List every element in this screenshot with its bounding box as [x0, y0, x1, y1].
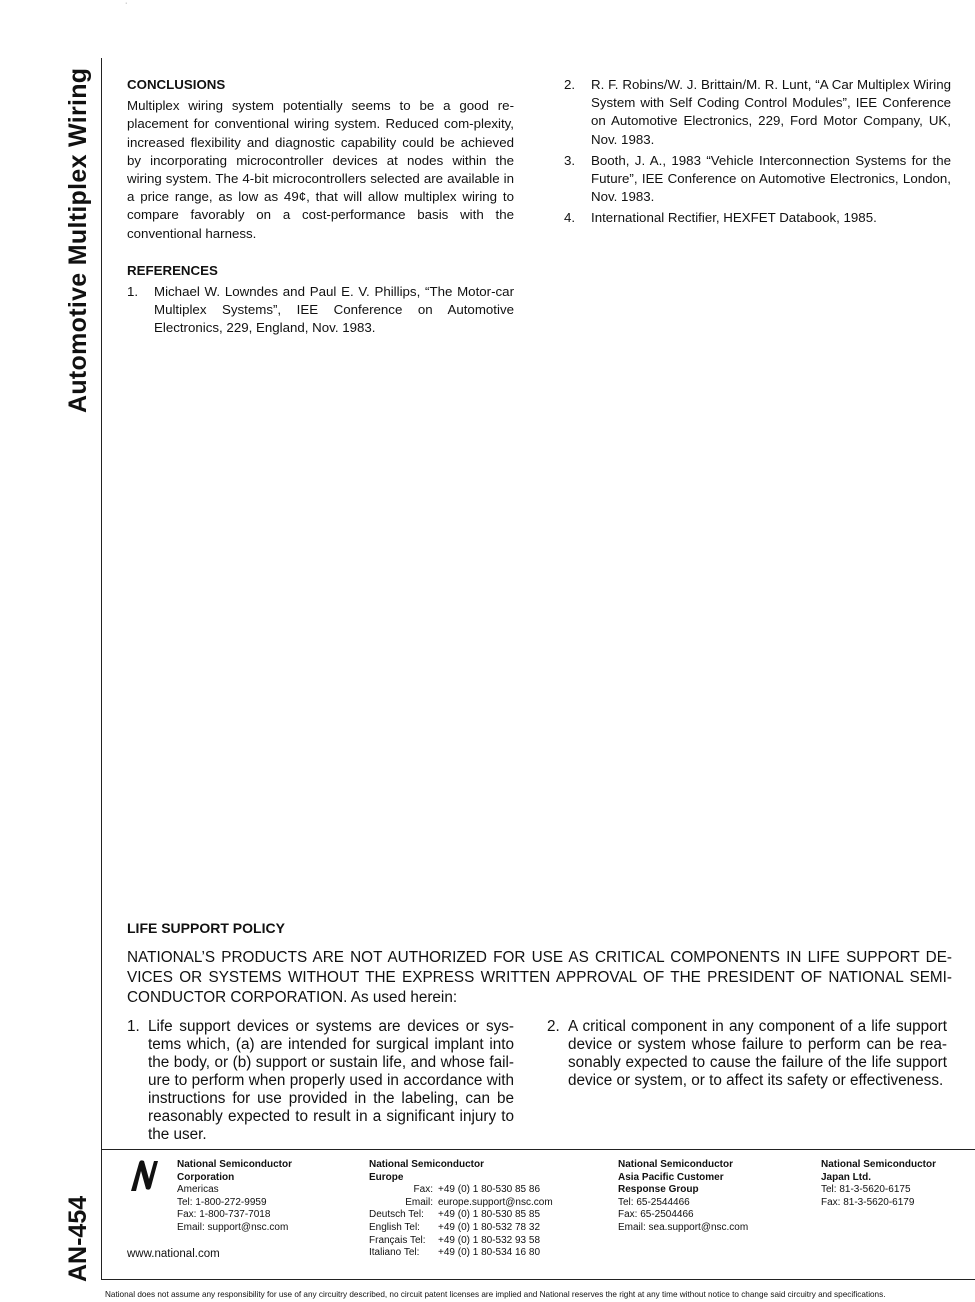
europe-contact-row [369, 1209, 553, 1222]
life-support-item-number: 2. [547, 1018, 560, 1035]
corp-name-1: National Semiconductor [177, 1159, 293, 1170]
japan-fax: Fax: 81-3-5620-6179 [821, 1196, 915, 1208]
europe-contact-value: +49 (0) 1 80-534 16 80 [438, 1247, 541, 1259]
life-support-item [127, 1018, 514, 1144]
side-title [60, 60, 100, 415]
reference-number: 2. [564, 77, 576, 92]
europe-contact-label: Italiano Tel: [369, 1247, 420, 1259]
website-link[interactable]: www.national.com [127, 1248, 220, 1260]
europe-contact-row [369, 1197, 553, 1210]
conclusions-text: Multiplex wiring system potentially seems to be a good re-placement for conventional wiring system. Reduced com-plexity, increased flexibility and diagnostic capability could be achieved by incorporating microcontroller devices at nodes within the wiring system. The 4-bit microcontrollers selected are available in a price range, as low as 49¢, that will allow multiplex wiring to compare favorably on a cost-performance basis with the conventional harness. [127, 98, 514, 241]
corp-tel: Tel: 1-800-272-9959 [177, 1196, 267, 1208]
reference-text: Booth, J. A., 1983 “Vehicle Interconnection Systems for the Future”, IEE Conference on Automotive Electronics, London, Nov. 1983. [591, 152, 951, 205]
side-doc-number-text: AN-454 [64, 1195, 92, 1282]
asia-email: Email: sea.support@nsc.com [618, 1221, 749, 1233]
reference-number: 4. [564, 210, 576, 226]
asia-name-1: National Semiconductor [618, 1159, 734, 1170]
europe-contact-row [369, 1247, 553, 1260]
references-heading: REFERENCES [127, 262, 218, 278]
europe-contact-row [369, 1222, 553, 1235]
corp-region: Americas [177, 1184, 219, 1196]
asia-tel: Tel: 65-2544466 [618, 1196, 690, 1208]
national-logo-icon [127, 1157, 161, 1193]
corner-mark: · [125, 0, 128, 7]
reference-item [127, 283, 514, 338]
corp-fax: Fax: 1-800-737-7018 [177, 1209, 271, 1221]
asia-name-3: Response Group [618, 1184, 699, 1196]
europe-contact-value: +49 (0) 1 80-530 85 85 [438, 1209, 541, 1221]
europe-contact-label: Deutsch Tel: [369, 1209, 424, 1221]
europe-contact-label: Français Tel: [369, 1234, 426, 1246]
footer-bottom-rule [101, 1279, 975, 1280]
life-support-item [547, 1018, 947, 1090]
side-doc-number [60, 1185, 100, 1285]
japan-name-1: National Semiconductor [821, 1159, 937, 1170]
japan-tel: Tel: 81-3-5620-6175 [821, 1184, 911, 1196]
footer-asia [618, 1159, 748, 1235]
asia-name-2: Asia Pacific Customer [618, 1171, 724, 1183]
europe-contact-label: Email: [405, 1196, 433, 1208]
reference-text: International Rectifier, HEXFET Databook, 1985. [591, 210, 877, 226]
conclusions-heading: CONCLUSIONS [127, 77, 226, 92]
reference-text: Michael W. Lowndes and Paul E. V. Phillips, “The Motor-car Multiplex Systems”, IEE Conference on Automotive Electronics, 229, England, Nov. 1983. [154, 284, 514, 336]
japan-name-2: Japan Ltd. [821, 1171, 872, 1183]
europe-contact-row [369, 1235, 553, 1248]
asia-fax: Fax: 65-2504466 [618, 1209, 694, 1221]
europe-contact-label: English Tel: [369, 1221, 420, 1233]
footer-europe [369, 1159, 553, 1260]
disclaimer-text: National does not assume any responsibility for use of any circuitry described, no circuit patent licenses are implied and National reserves the right at any time without notice to change said circuitry and specifications. [105, 1290, 886, 1299]
life-support-item-text: A critical component in any component of a life support device or system whose failure to perform can be rea-sonably expected to cause the failure of the life support device or system, or to affect its safety or effectiveness. [568, 1018, 947, 1089]
side-title-text: Automotive Multiplex Wiring [64, 67, 92, 413]
europe-contact-value: +49 (0) 1 80-532 93 58 [438, 1234, 541, 1246]
europe-name-2: Europe [369, 1171, 404, 1183]
reference-item [564, 152, 951, 207]
left-column [127, 76, 514, 341]
europe-contact-value: +49 (0) 1 80-532 78 32 [438, 1221, 541, 1233]
europe-contact-label: Fax: [413, 1184, 433, 1196]
margin-rule [101, 58, 102, 1280]
reference-text: R. F. Robins/W. J. Brittain/M. R. Lunt, “A Car Multiplex Wiring System with Self Coding Control Modules”, IEE Conference on Automotive Electronics, 229, Ford Motor Company, UK, Nov. 1983. [591, 77, 951, 147]
life-support-intro: NATIONAL’S PRODUCTS ARE NOT AUTHORIZED FOR USE AS CRITICAL COMPONENTS IN LIFE SUPPORT DE-VICES OR SYSTEMS WITHOUT THE EXPRESS WRITTEN APPROVAL OF THE PRESIDENT OF NATIONAL SEMI-CONDUCTOR CORPORATION. As used herein: [127, 949, 952, 1006]
reference-number: 1. [127, 284, 139, 300]
reference-item [564, 76, 951, 149]
corp-name-2: Corporation [177, 1171, 235, 1183]
life-support-heading: LIFE SUPPORT POLICY [127, 920, 285, 936]
life-support-item-number: 1. [127, 1018, 140, 1035]
reference-item [564, 209, 951, 227]
europe-contact-value: europe.support@nsc.com [438, 1196, 553, 1208]
corp-email: Email: support@nsc.com [177, 1221, 289, 1233]
europe-name-1: National Semiconductor [369, 1159, 485, 1170]
europe-contact-value: +49 (0) 1 80-530 85 86 [438, 1184, 541, 1196]
right-column [564, 76, 951, 231]
europe-contact-row [369, 1184, 553, 1197]
footer-japan [821, 1159, 936, 1209]
footer-corp [177, 1159, 292, 1235]
reference-number: 3. [564, 152, 576, 168]
life-support-item-text: Life support devices or systems are devices or sys-tems which, (a) are intended for surgical implant into the body, or (b) support or sustain life, and whose fail-ure to perform when properly used in accordance with instructions for use provided in the labeling, can be reasonably expected to result in a significant injury to the user. [148, 1018, 514, 1143]
footer-top-rule [101, 1149, 975, 1150]
